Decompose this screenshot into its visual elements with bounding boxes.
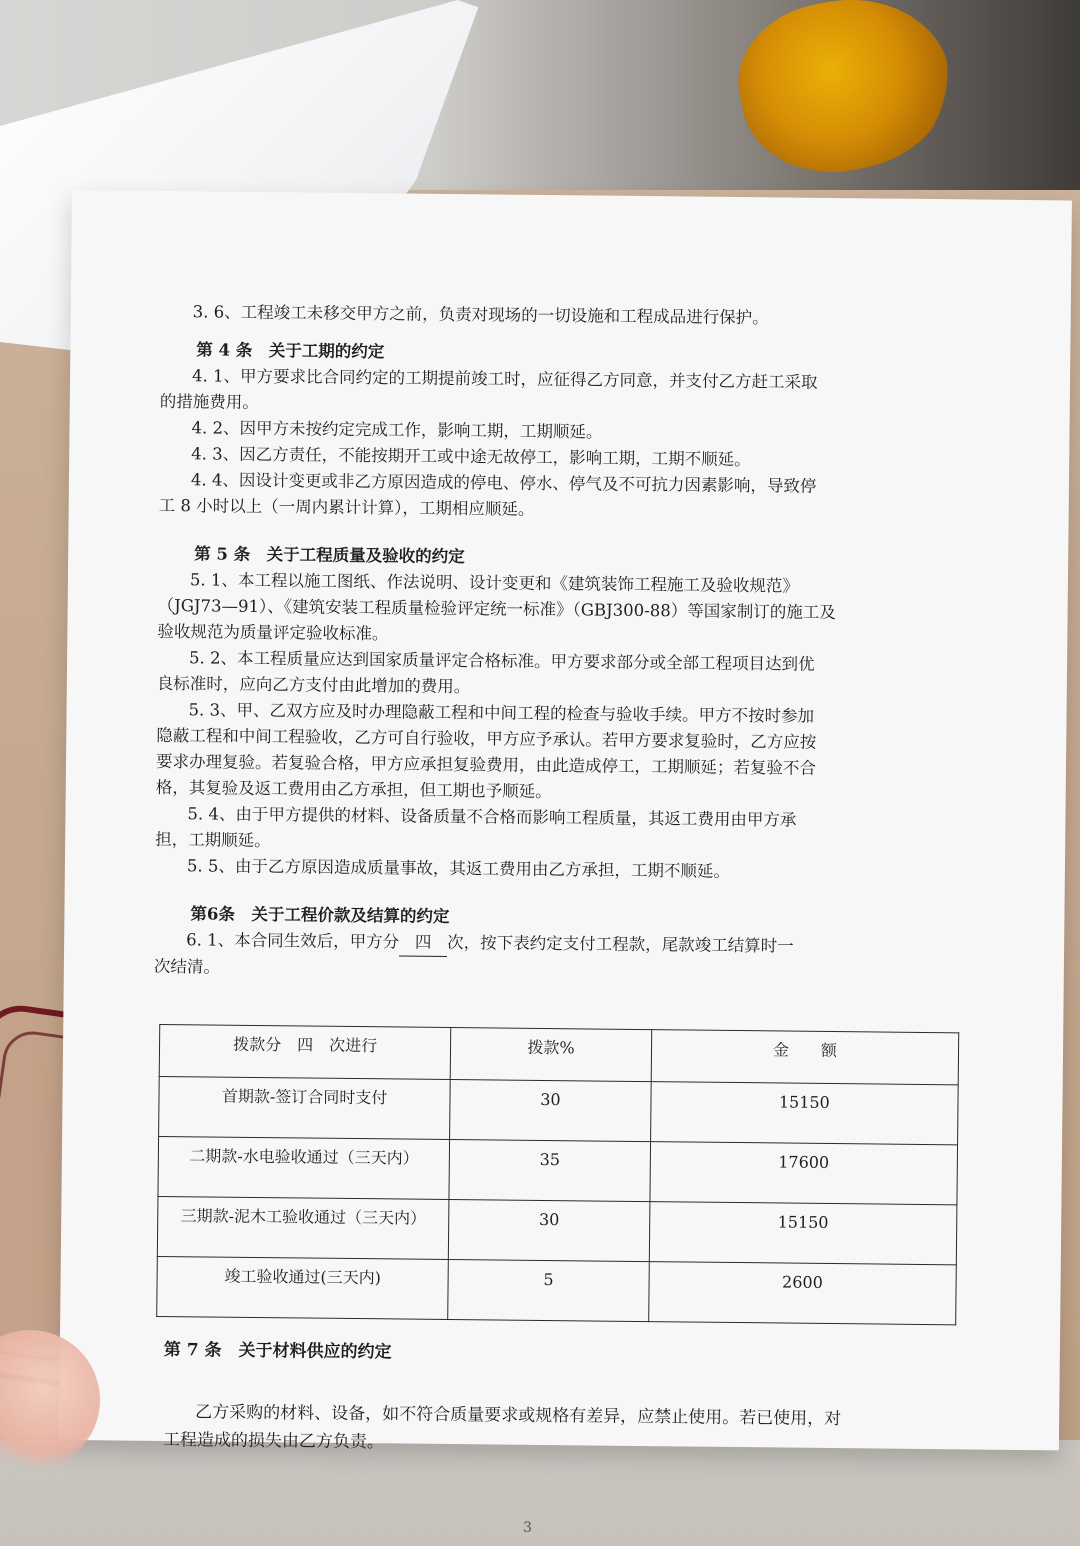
cell-percent: 35 bbox=[449, 1140, 650, 1202]
cell-installment: 首期款-签订合同时支付 bbox=[159, 1076, 451, 1139]
clause-5-4: 5. 4、由于甲方提供的材料、设备质量不合格而影响工程质量，其返工费用由甲方承 bbox=[187, 804, 797, 830]
cell-installment: 竣工验收通过(三天内) bbox=[157, 1256, 449, 1319]
cell-percent: 30 bbox=[450, 1080, 651, 1142]
section-7-para: 乙方采购的材料、设备，如不符合质量要求或规格有差异，应禁止使用。若已使用，对 bbox=[195, 1402, 842, 1430]
clause-5-3-cont-a: 隐蔽工程和中间工程验收，乙方可自行验收，甲方应予承认。若甲方要求复验时，乙方应按 bbox=[156, 725, 817, 752]
clause-5-1: 5. 1、本工程以施工图纸、作法说明、设计变更和《建筑装饰工程施工及验收规范》 bbox=[189, 570, 799, 596]
clause-5-3: 5. 3、甲、乙双方应及时办理隐蔽工程和中间工程的检查与验收手续。甲方不按时参加 bbox=[188, 700, 815, 726]
clause-6-1-prefix: 6. 1、本合同生效后，甲方分 bbox=[186, 930, 400, 952]
section-7-para-cont: 工程造成的损失由乙方负责。 bbox=[162, 1430, 385, 1453]
payment-schedule-table bbox=[156, 1024, 959, 1325]
clause-5-3-cont-b: 要求办理复验。若复验合格，甲方应承担复验费用，由此造成停工，工期顺延；若复验不合 bbox=[155, 751, 817, 778]
cell-installment: 三期款-泥木工验收通过（三天内） bbox=[157, 1196, 449, 1259]
page-content bbox=[153, 299, 981, 1536]
section-7 bbox=[163, 1324, 984, 1463]
header-amount: 金 额 bbox=[651, 1030, 959, 1085]
cell-installment: 二期款-水电验收通过（三天内） bbox=[158, 1136, 450, 1199]
cell-amount: 17600 bbox=[650, 1142, 958, 1205]
table-row bbox=[157, 1256, 957, 1324]
section-7-title: 第 7 条 关于材料供应的约定 bbox=[163, 1340, 392, 1363]
header-installment: 拨款分 四 次进行 bbox=[159, 1024, 451, 1079]
cell-percent: 30 bbox=[449, 1200, 650, 1262]
clause-5-3-cont-c: 格，其复验及返工费用由乙方承担，但工期也予顺延。 bbox=[155, 777, 552, 802]
table-row bbox=[157, 1196, 957, 1264]
cell-amount: 2600 bbox=[648, 1262, 956, 1325]
table-header-row bbox=[159, 1024, 959, 1084]
clause-4-1-cont: 的措施费用。 bbox=[159, 391, 259, 412]
clause-4-4: 4. 4、因设计变更或非乙方原因造成的停电、停水、停气及不可抗力因素影响，导致停 bbox=[190, 470, 817, 496]
clause-5-4-cont: 担，工期顺延。 bbox=[155, 829, 271, 851]
cell-amount: 15150 bbox=[650, 1082, 958, 1145]
clause-4-3: 4. 3、因乙方责任，不能按期开工或中途无故停工，影响工期，工期不顺延。 bbox=[191, 444, 751, 470]
clause-4-1: 4. 1、甲方要求比合同约定的工期提前竣工时，应征得乙方同意，并支付乙方赶工采取 bbox=[191, 366, 818, 392]
clause-5-1-cont-a: （JGJ73—91）、《建筑安装工程质量检验评定统一标准》（GBJ300-88）等国家制订的施工及 bbox=[157, 595, 836, 623]
section-4-title: 第 4 条 关于工期的约定 bbox=[196, 340, 385, 362]
clause-6-1-cont: 次结清。 bbox=[153, 956, 220, 977]
contract-page bbox=[59, 190, 1072, 1536]
clause-5-2: 5. 2、本工程质量应达到国家质量评定合格标准。甲方要求部分或全部工程项目达到优 bbox=[189, 648, 815, 674]
page-number: 3 bbox=[522, 1519, 533, 1536]
section-5-title: 第 5 条 关于工程质量及验收的约定 bbox=[194, 544, 465, 567]
clause-5-5: 5. 5、由于乙方原因造成质量事故，其返工费用由乙方承担，工期不顺延。 bbox=[186, 856, 730, 881]
cell-percent: 5 bbox=[448, 1260, 649, 1322]
clause-4-4-cont: 工 8 小时以上（一周内累计计算），工期相应顺延。 bbox=[158, 495, 535, 519]
installment-count: 四 bbox=[399, 929, 447, 957]
table-row bbox=[159, 1076, 959, 1144]
clause-5-2-cont: 良标准时，应向乙方支付由此增加的费用。 bbox=[156, 673, 471, 697]
table-row bbox=[158, 1136, 958, 1204]
section-6-title: 第6条 关于工程价款及结算的约定 bbox=[190, 904, 450, 926]
header-percent: 拨款% bbox=[450, 1028, 651, 1082]
clause-4-2: 4. 2、因甲方未按约定完成工作，影响工期，工期顺延。 bbox=[191, 418, 603, 442]
clause-5-1-cont-b: 验收规范为质量评定验收标准。 bbox=[157, 621, 389, 644]
clause-6-1-suffix: 次，按下表约定支付工程款，尾款竣工结算时一 bbox=[447, 932, 794, 956]
cell-amount: 15150 bbox=[649, 1202, 957, 1265]
clause-3-6: 3. 6、工程竣工未移交甲方之前，负责对现场的一切设施和工程成品进行保护。 bbox=[192, 302, 769, 328]
